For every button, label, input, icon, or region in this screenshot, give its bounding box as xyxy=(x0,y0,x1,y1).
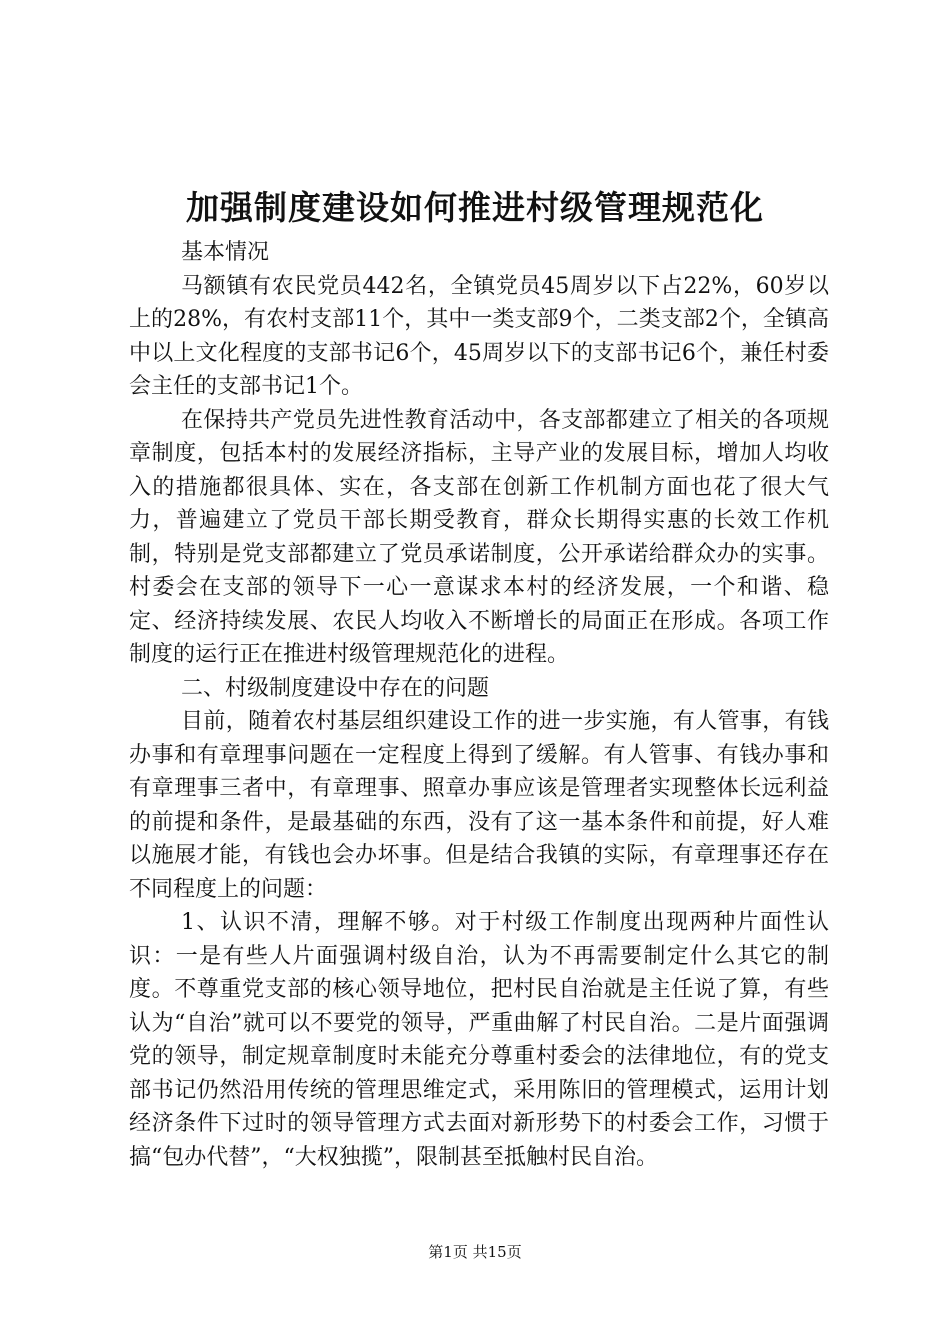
paragraph-advanced-education: 在保持共产党员先进性教育活动中，各支部都建立了相关的各项规章制度，包括本村的发展经济指标，主导产业的发展目标，增加人均收入的措施都很具体、实在，各支部在创新工作机制方面也花了很大气力，普遍建立了党员干部长期受教育，群众长期得实惠的长效工作机制，特别是党支部都建立了党员承诺制度，公开承诺给群众办的实事。村委会在支部的领导下一心一意谋求本村的经济发展，一个和谐、稳定、经济持续发展、农民人均收入不断增长的局面正在形成。各项工作制度的运行正在推进村级管理规范化的进程。 xyxy=(129,407,829,667)
document-body xyxy=(129,236,829,1174)
paragraph-problem-1: 1、认识不清，理解不够。对于村级工作制度出现两种片面性认识：一是有些人片面强调村级自治，认为不再需要制定什么其它的制度。不尊重党支部的核心领导地位，把村民自治就是主任说了算，有些认为“自治”就可以不要党的领导，严重曲解了村民自治。二是片面强调党的领导，制定规章制度时未能充分尊重村委会的法律地位，有的党支部书记仍然沿用传统的管理思维定式，采用陈旧的管理模式，运用计划经济条件下过时的领导管理方式去面对新形势下的村委会工作，习惯于搞“包办代替”，“大权独揽”，限制甚至抵触村民自治。 xyxy=(129,910,829,1170)
document-title: 加强制度建设如何推进村级管理规范化 xyxy=(186,188,764,227)
page-footer: 第1页 共15页 xyxy=(428,1243,522,1261)
section-heading-problems: 二、村级制度建设中存在的问题 xyxy=(181,675,490,701)
paragraph-current-status: 目前，随着农村基层组织建设工作的进一步实施，有人管事，有钱办事和有章理事问题在一定程度上得到了缓解。有人管事、有钱办事和有章理事三者中，有章理事、照章办事应该是管理者实现整体长远利益的前提和条件，是最基础的东西，没有了这一基本条件和前提，好人难以施展才能，有钱也会办坏事。但是结合我镇的实际，有章理事还存在不同程度上的问题： xyxy=(129,709,829,902)
paragraph-party-member-stats: 马额镇有农民党员442名，全镇党员45周岁以下占22%，60岁以上的28%，有农村支部11个，其中一类支部9个，二类支部2个，全镇高中以上文化程度的支部书记6个，45周岁以下的支部书记6个，兼任村委会主任的支部书记1个。 xyxy=(129,273,829,399)
section-heading-basic-situation: 基本情况 xyxy=(181,240,270,265)
